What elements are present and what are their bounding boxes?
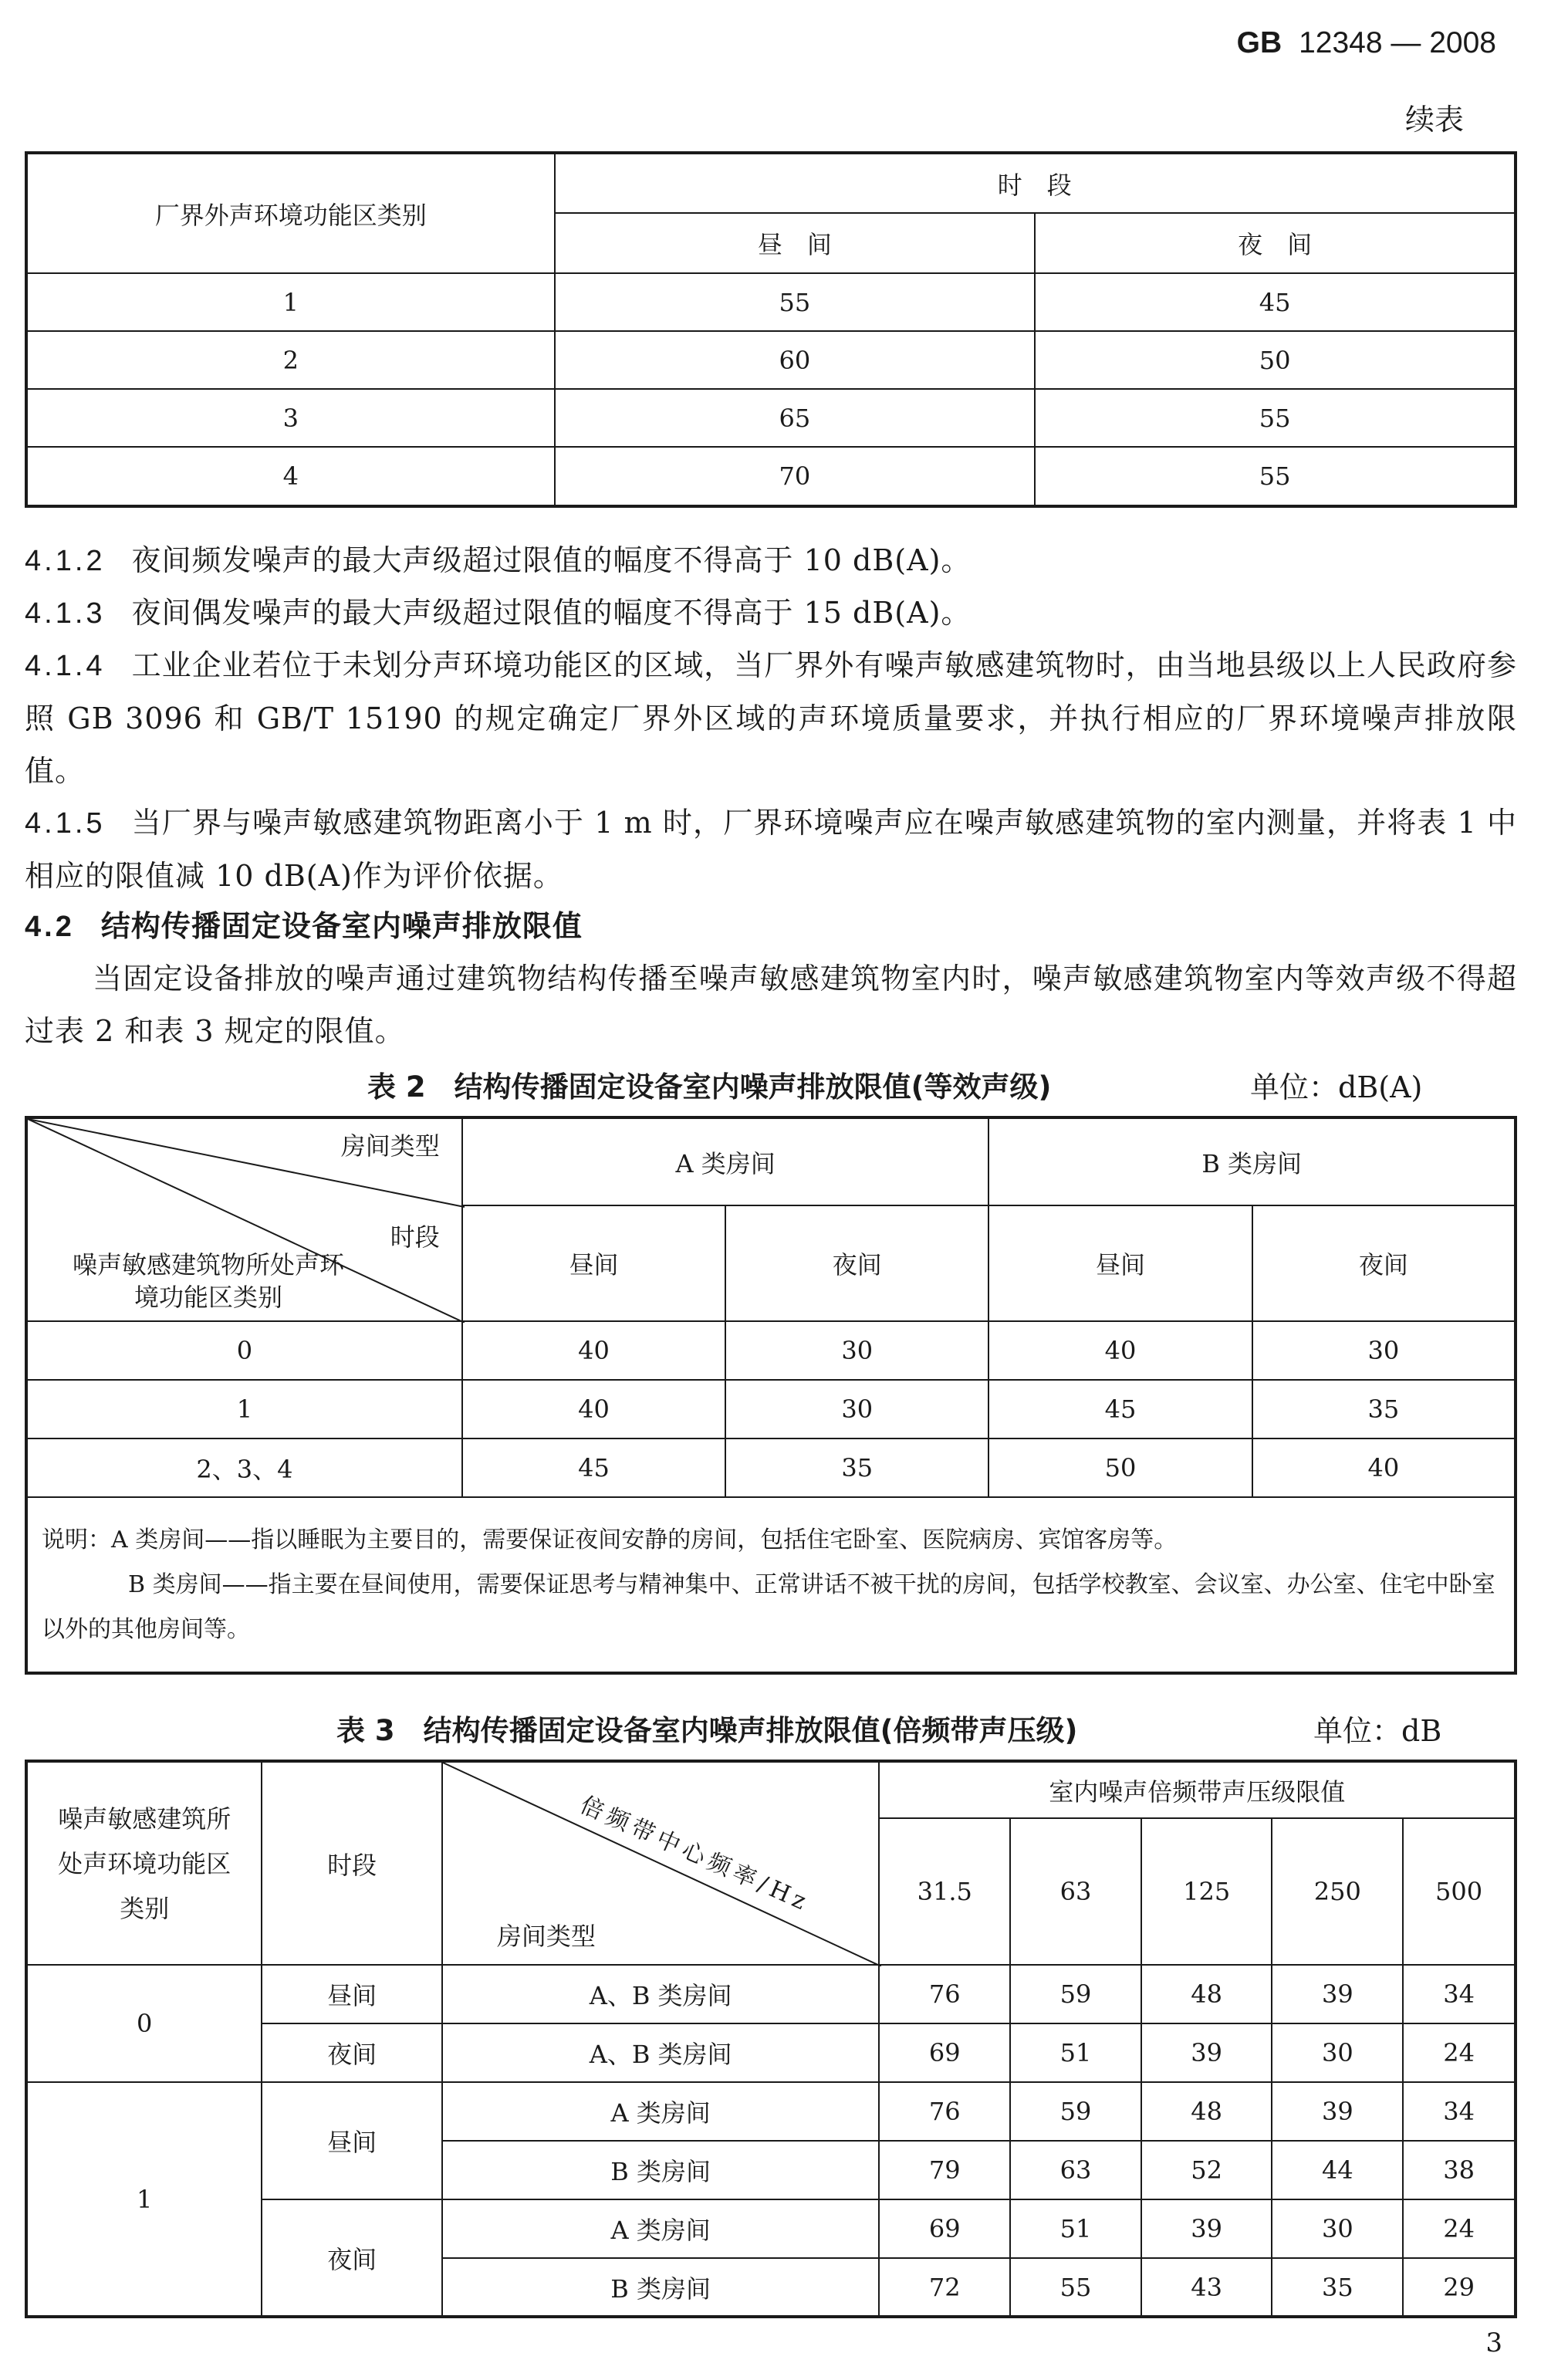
table3-room: B 类房间 <box>442 2141 880 2199</box>
table1-zone-header: 厂界外声环境功能区类别 <box>26 153 555 273</box>
table3-caption: 表 3 结构传播固定设备室内噪声排放限值(倍频带声压级) <box>336 1714 1078 1747</box>
table3-period: 昼间 <box>262 1965 441 2023</box>
table2-value: 45 <box>462 1438 725 1497</box>
clause-number: 4.1.2 <box>25 545 106 577</box>
table1-night-header: 夜 间 <box>1035 213 1516 273</box>
table3-value: 59 <box>1010 2082 1141 2141</box>
clause-4-1-5 <box>25 796 1517 902</box>
table-row <box>26 2082 1516 2141</box>
table3-period-header: 时段 <box>262 1761 441 1965</box>
table3-value: 69 <box>879 2199 1010 2258</box>
diag-zone-category: 噪声敏感建筑物所处声环境功能区类别 <box>72 1250 344 1312</box>
table2-value: 30 <box>725 1321 988 1380</box>
table2-value: 40 <box>462 1321 725 1380</box>
section-4-2-heading <box>25 900 1517 953</box>
table2-note <box>26 1497 1516 1673</box>
table3-value: 44 <box>1272 2141 1403 2199</box>
table1-night-value: 45 <box>1035 273 1516 331</box>
page-number: 3 <box>1485 2328 1502 2358</box>
table3-room: A、B 类房间 <box>442 1965 880 2023</box>
table2-value: 35 <box>725 1438 988 1497</box>
table-row <box>26 273 1516 331</box>
table1-zone: 4 <box>26 447 555 506</box>
table1-night-value: 55 <box>1035 389 1516 447</box>
table2-zone: 1 <box>26 1380 462 1438</box>
table3-value: 39 <box>1141 2199 1272 2258</box>
table3-value: 30 <box>1272 2199 1403 2258</box>
table2-value: 35 <box>1252 1380 1516 1438</box>
table3-value: 55 <box>1010 2258 1141 2317</box>
standard-number: 12348 — 2008 <box>1299 26 1496 59</box>
table2-value: 40 <box>1252 1438 1516 1497</box>
table2-value: 40 <box>462 1380 725 1438</box>
table3-freq: 500 <box>1403 1818 1516 1965</box>
table3-freq: 125 <box>1141 1818 1272 1965</box>
table1-day-value: 70 <box>555 447 1036 506</box>
table3-value: 63 <box>1010 2141 1141 2199</box>
diag-room-type: 房间类型 <box>496 1922 596 1951</box>
clause-text: 夜间频发噪声的最大声级超过限值的幅度不得高于 10 dB(A)。 <box>131 543 972 577</box>
table-row <box>26 389 1516 447</box>
note-room-b: B 类房间——指主要在昼间使用，需要保证思考与精神集中、正常讲话不被干扰的房间，包括学校教室、会议室、办公室、住宅中卧室以外的其他房间等。 <box>42 1570 1495 1643</box>
clause-number: 4.1.5 <box>25 807 106 840</box>
table3-value: 35 <box>1272 2258 1403 2317</box>
table3-value: 39 <box>1141 2023 1272 2082</box>
table3-period: 夜间 <box>262 2023 441 2082</box>
table2-night-header: 夜间 <box>725 1205 988 1321</box>
clause-text: 工业企业若位于未划分声环境功能区的区域，当厂界外有噪声敏感建筑物时，由当地县级以上人民政府参照 GB 3096 和 GB/T 15190 的规定确定厂界外区域的声环境质量要求，并执行相应的厂界环境噪声排放限值。 <box>25 648 1517 788</box>
table3-value: 34 <box>1403 1965 1516 2023</box>
table3-value: 76 <box>879 2082 1010 2141</box>
table2-value: 45 <box>988 1380 1252 1438</box>
table3-room: A 类房间 <box>442 2199 880 2258</box>
table3-unit: 单位：dB <box>1313 1714 1442 1748</box>
table1-day-header: 昼 间 <box>555 213 1036 273</box>
table2-night-header: 夜间 <box>1252 1205 1516 1321</box>
table2-unit: 单位：dB(A) <box>1250 1070 1423 1104</box>
table3-zone: 1 <box>26 2082 262 2317</box>
diag-room-type: 房间类型 <box>340 1131 440 1161</box>
table3-zone: 0 <box>26 1965 262 2082</box>
table3-freq: 63 <box>1010 1818 1141 1965</box>
table3-value: 76 <box>879 1965 1010 2023</box>
section-4-2-text: 当固定设备排放的噪声通过建筑物结构传播至噪声敏感建筑物室内时，噪声敏感建筑物室内等效声级不得超过表 2 和表 3 规定的限值。 <box>25 962 1517 1048</box>
table2-zone: 2、3、4 <box>26 1438 462 1497</box>
table1-zone: 3 <box>26 389 555 447</box>
table1-night-value: 50 <box>1035 331 1516 389</box>
table3-freq: 250 <box>1272 1818 1403 1965</box>
table3-value: 43 <box>1141 2258 1272 2317</box>
table2-room-b: B 类房间 <box>988 1117 1516 1205</box>
table3-limit-header: 室内噪声倍频带声压级限值 <box>879 1761 1516 1818</box>
table2-value: 30 <box>1252 1321 1516 1380</box>
table1-day-value: 65 <box>555 389 1036 447</box>
table1-night-value: 55 <box>1035 447 1516 506</box>
diag-frequency: 倍频带中心频率/Hz <box>576 1791 814 1918</box>
table3-value: 79 <box>879 2141 1010 2199</box>
table3 <box>25 1760 1517 2318</box>
table3-value: 38 <box>1403 2141 1516 2199</box>
table3-value: 34 <box>1403 2082 1516 2141</box>
clause-number: 4.1.4 <box>25 650 106 682</box>
table3-freq: 31.5 <box>879 1818 1010 1965</box>
table1-zone: 2 <box>26 331 555 389</box>
table3-value: 59 <box>1010 1965 1141 2023</box>
table3-value: 69 <box>879 2023 1010 2082</box>
diag-period: 时段 <box>390 1222 440 1252</box>
table-row <box>26 1965 1516 2023</box>
table3-period: 昼间 <box>262 2082 441 2199</box>
table2-value: 50 <box>988 1438 1252 1497</box>
clause-4-1-3 <box>25 587 1517 640</box>
table3-value: 51 <box>1010 2023 1141 2082</box>
table3-value: 72 <box>879 2258 1010 2317</box>
table2 <box>25 1116 1517 1675</box>
table3-room: A、B 类房间 <box>442 2023 880 2082</box>
standard-code <box>1237 26 1496 60</box>
table1-day-value: 60 <box>555 331 1036 389</box>
section-title: 结构传播固定设备室内噪声排放限值 <box>100 909 583 943</box>
table3-diagonal-header <box>442 1761 880 1965</box>
table2-value: 30 <box>725 1380 988 1438</box>
table3-value: 39 <box>1272 1965 1403 2023</box>
table1-day-value: 55 <box>555 273 1036 331</box>
table3-value: 30 <box>1272 2023 1403 2082</box>
table2-zone: 0 <box>26 1321 462 1380</box>
table3-value: 24 <box>1403 2023 1516 2082</box>
table-row <box>26 1380 1516 1438</box>
table-row <box>26 331 1516 389</box>
table3-value: 39 <box>1272 2082 1403 2141</box>
table2-room-a: A 类房间 <box>462 1117 989 1205</box>
table-row <box>26 447 1516 506</box>
clause-4-1-2 <box>25 534 1517 587</box>
table3-value: 48 <box>1141 1965 1272 2023</box>
table2-note-row <box>26 1497 1516 1673</box>
table1-period-header: 时 段 <box>555 153 1516 213</box>
clause-text: 当厂界与噪声敏感建筑物距离小于 1 m 时，厂界环境噪声应在噪声敏感建筑物的室内测量，并将表 1 中相应的限值减 10 dB(A)作为评价依据。 <box>25 806 1517 893</box>
table3-room: A 类房间 <box>442 2082 880 2141</box>
table2-diagonal-header <box>26 1117 462 1321</box>
clause-number: 4.1.3 <box>25 597 106 630</box>
table3-room: B 类房间 <box>442 2258 880 2317</box>
table3-value: 48 <box>1141 2082 1272 2141</box>
table3-period: 夜间 <box>262 2199 441 2317</box>
table3-value: 51 <box>1010 2199 1141 2258</box>
section-number: 4.2 <box>25 911 75 943</box>
table3-value: 29 <box>1403 2258 1516 2317</box>
table-row <box>26 1438 1516 1497</box>
continued-label: 续表 <box>1404 103 1464 137</box>
table-row <box>26 1321 1516 1380</box>
table2-caption: 表 2 结构传播固定设备室内噪声排放限值(等效声级) <box>367 1070 1052 1104</box>
standard-prefix: GB <box>1236 26 1282 59</box>
table3-value: 24 <box>1403 2199 1516 2258</box>
table1-zone: 1 <box>26 273 555 331</box>
clause-text: 夜间偶发噪声的最大声级超过限值的幅度不得高于 15 dB(A)。 <box>131 596 972 630</box>
table2-value: 40 <box>988 1321 1252 1380</box>
note-room-a: 说明：A 类房间——指以睡眠为主要目的，需要保证夜间安静的房间，包括住宅卧室、医院病房、宾馆客房等。 <box>42 1526 1178 1553</box>
clause-4-1-4 <box>25 639 1517 797</box>
table2-day-header: 昼间 <box>462 1205 725 1321</box>
table3-zone-header: 噪声敏感建筑所处声环境功能区类别 <box>26 1761 262 1965</box>
table1 <box>25 151 1517 508</box>
table2-day-header: 昼间 <box>988 1205 1252 1321</box>
table3-value: 52 <box>1141 2141 1272 2199</box>
